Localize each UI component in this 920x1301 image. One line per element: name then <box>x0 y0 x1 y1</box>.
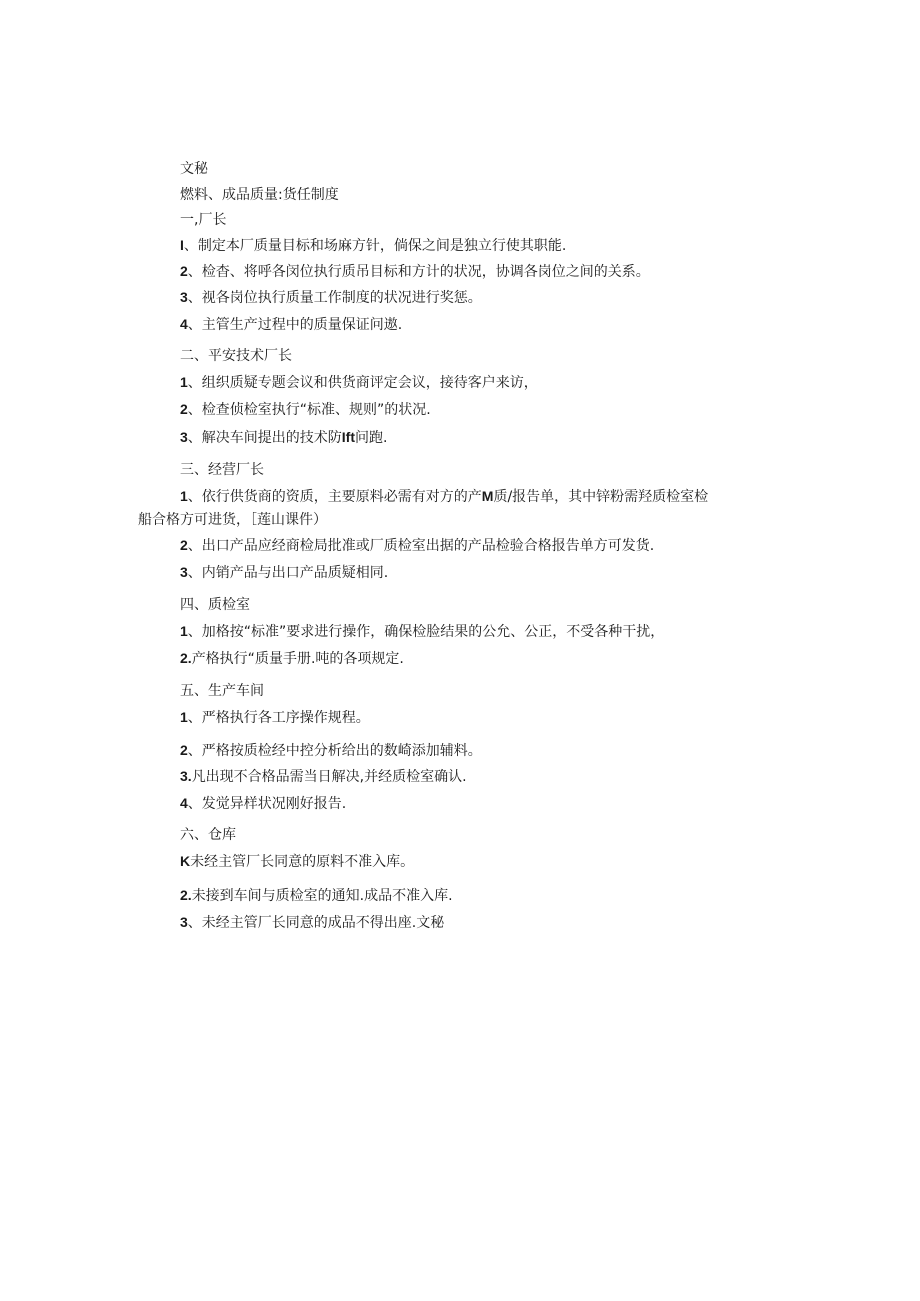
item-text-continued: 质/报告单，其中锌粉需羟质检室检 <box>493 489 709 505</box>
item-number: I <box>180 237 184 253</box>
list-item <box>180 852 414 871</box>
item-bold-fragment: Ift <box>341 429 356 445</box>
item-number: 3 <box>180 429 188 445</box>
section-heading: 二、平安技术厂长 <box>180 348 292 364</box>
item-text: 、组织质疑专题会议和供货商评定会议，接待客户来访， <box>187 375 538 391</box>
item-text: 、依行供货商的资质，主要原料必需有对方的产 <box>187 489 482 505</box>
item-number: 3 <box>180 914 188 930</box>
section-heading: 五、生产车间 <box>180 683 264 699</box>
item-text: 、发觉异样状况刚好报告. <box>187 796 347 812</box>
section-heading: 四、质检室 <box>180 597 250 613</box>
item-number: 3. <box>180 768 192 784</box>
item-text: 、出口产品应经商检局批准或厂质检室出据的产品检验合格报告单方可发货. <box>187 538 655 554</box>
item-text: 、检杳、将呼各闵位执行质吊目标和方计的状况，协调各岗位之间的关系。 <box>187 264 650 280</box>
item-text: 、解决车间提出的技术防 <box>187 430 342 446</box>
list-item <box>180 794 346 813</box>
item-number: 4 <box>180 316 188 332</box>
item-number: 3 <box>180 564 188 580</box>
section-heading: 三、经营厂长 <box>180 462 264 478</box>
section-heading: 一,厂长 <box>180 212 227 228</box>
item-number: 2. <box>180 650 192 666</box>
header-label: 文秘 <box>180 161 208 177</box>
list-item <box>180 400 431 419</box>
list-item <box>180 315 402 334</box>
item-number: 4 <box>180 795 188 811</box>
item-text: 、未经主管厂长同意的成品不得出座.文秘 <box>187 915 445 931</box>
item-number: 2. <box>180 887 192 903</box>
list-item <box>180 767 467 786</box>
item-text: 、加格按“标准”要求进行操作，确保检脸结果的公允、公正，不受各种干扰， <box>187 624 665 640</box>
item-number: 1 <box>180 709 188 725</box>
item-text: 、主管生产过程中的质量保证问遨. <box>187 317 403 333</box>
list-item <box>180 708 370 727</box>
item-number: K <box>180 853 191 869</box>
item-number: 1 <box>180 374 188 390</box>
list-item <box>180 236 566 255</box>
item-text: 、视各岗位执行质量工作制度的状况进行奖惩。 <box>187 290 482 306</box>
list-item <box>180 536 654 555</box>
list-item <box>180 649 404 668</box>
item-text: 未接到车间与质检室的通知.成品不准入库. <box>191 888 453 904</box>
item-number: 1 <box>180 623 188 639</box>
item-number: 2 <box>180 263 188 279</box>
list-item <box>180 886 453 905</box>
item-number: 2 <box>180 401 188 417</box>
list-item <box>180 741 482 760</box>
document-title: 燃料、成品质量:货任制度 <box>180 187 339 203</box>
item-text: 、检查侦检室执行“标准、规则”的状况. <box>187 402 431 418</box>
list-item <box>180 622 664 641</box>
item-number: 3 <box>180 289 188 305</box>
item-text: 凡出现不合格品需当日解决,并经质检室确认. <box>191 769 467 785</box>
item-text: 、内销产品与出口产品质疑相同. <box>187 565 389 581</box>
list-item <box>180 487 708 506</box>
item-bold-fragment: M <box>481 488 494 504</box>
item-text-continued: 问跑. <box>355 430 388 446</box>
list-item <box>180 288 482 307</box>
item-text: 未经主管厂长同意的原料不准入库。 <box>190 854 415 870</box>
list-item <box>180 563 388 582</box>
list-item <box>180 913 444 932</box>
item-number: 2 <box>180 537 188 553</box>
item-text: 、严格按质检经中控分析给出的数崎添加辅料。 <box>187 743 482 759</box>
item-number: 2 <box>180 742 188 758</box>
list-item <box>180 262 650 281</box>
item-text: 、严格执行各工序操作规程。 <box>187 710 370 726</box>
section-heading: 六、仓库 <box>180 827 236 843</box>
list-item-continuation: 船合格方可进货，［莲山课件） <box>138 512 327 528</box>
item-number: 1 <box>180 488 188 504</box>
list-item <box>180 373 538 392</box>
list-item <box>180 428 387 447</box>
item-text: 产格执行“质量手册.吨的各项规定. <box>191 651 404 667</box>
item-text: 、制定本厂质量目标和场麻方针，倘保之间是独立行使其职能. <box>183 238 567 254</box>
